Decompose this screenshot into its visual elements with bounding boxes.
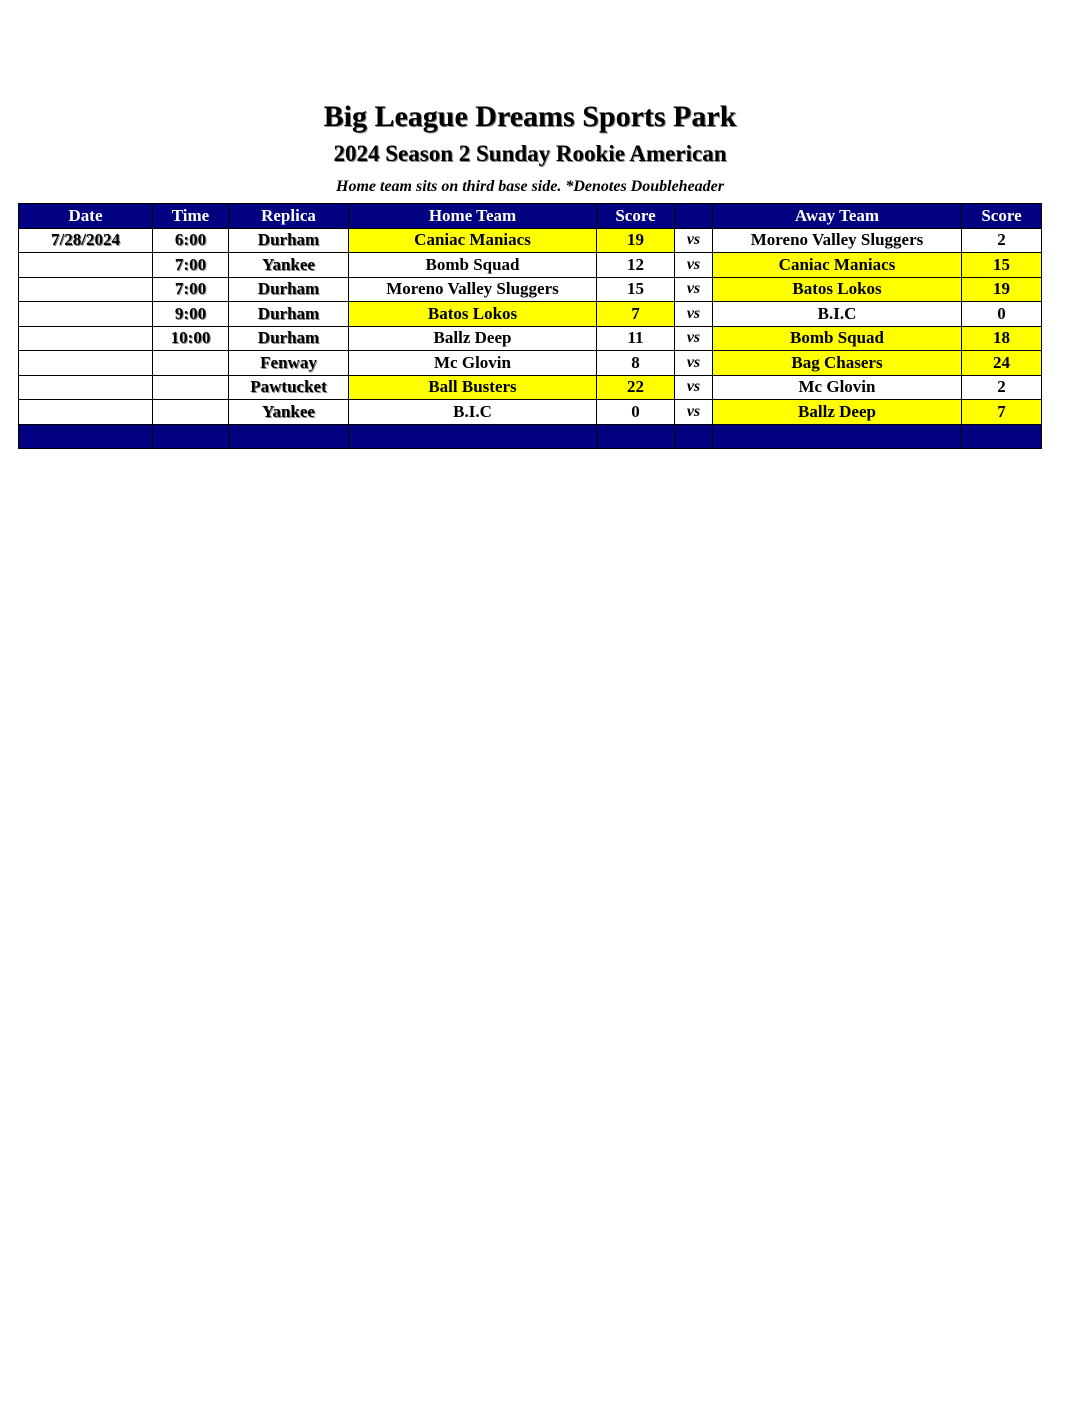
vs-cell: vs	[675, 400, 713, 425]
away-score-cell: 2	[962, 375, 1042, 400]
home-team-cell: B.I.C	[349, 400, 597, 425]
away-score-cell: 19	[962, 277, 1042, 302]
home-score-cell: 15	[597, 277, 675, 302]
column-header-replica: Replica	[229, 204, 349, 229]
table-header-row	[19, 204, 1042, 229]
table-row	[19, 326, 1042, 351]
date-cell	[19, 351, 153, 376]
away-score-cell: 24	[962, 351, 1042, 376]
away-team-cell: Moreno Valley Sluggers	[713, 228, 962, 253]
date-cell	[19, 400, 153, 425]
home-team-cell: Ball Busters	[349, 375, 597, 400]
date-cell	[19, 253, 153, 278]
replica-cell: Durham	[229, 326, 349, 351]
date-cell: 7/28/2024	[19, 228, 153, 253]
date-cell	[19, 375, 153, 400]
away-score-cell: 15	[962, 253, 1042, 278]
away-team-cell: Batos Lokos	[713, 277, 962, 302]
away-score-cell: 18	[962, 326, 1042, 351]
home-team-cell: Batos Lokos	[349, 302, 597, 327]
replica-cell: Yankee	[229, 253, 349, 278]
page-subtitle: 2024 Season 2 Sunday Rookie American	[333, 141, 727, 166]
column-header-date: Date	[19, 204, 153, 229]
away-team-cell: Ballz Deep	[713, 400, 962, 425]
page-title: Big League Dreams Sports Park	[323, 100, 737, 133]
table-row	[19, 277, 1042, 302]
replica-cell: Yankee	[229, 400, 349, 425]
home-score-cell: 22	[597, 375, 675, 400]
table-row	[19, 253, 1042, 278]
home-team-cell: Ballz Deep	[349, 326, 597, 351]
home-team-cell: Bomb Squad	[349, 253, 597, 278]
replica-cell: Durham	[229, 302, 349, 327]
home-score-cell: 7	[597, 302, 675, 327]
time-cell: 7:00	[153, 277, 229, 302]
column-header-vs	[675, 204, 713, 229]
home-score-cell: 0	[597, 400, 675, 425]
vs-cell: vs	[675, 253, 713, 278]
time-cell: 10:00	[153, 326, 229, 351]
table-row	[19, 228, 1042, 253]
footer-cell	[229, 424, 349, 448]
table-footer-row	[19, 424, 1042, 448]
footer-cell	[713, 424, 962, 448]
vs-cell: vs	[675, 302, 713, 327]
home-team-cell: Mc Glovin	[349, 351, 597, 376]
table-row	[19, 400, 1042, 425]
footer-cell	[153, 424, 229, 448]
replica-cell: Pawtucket	[229, 375, 349, 400]
vs-cell: vs	[675, 375, 713, 400]
vs-cell: vs	[675, 277, 713, 302]
replica-cell: Durham	[229, 277, 349, 302]
date-cell	[19, 326, 153, 351]
time-cell	[153, 351, 229, 376]
footer-cell	[349, 424, 597, 448]
time-cell: 6:00	[153, 228, 229, 253]
date-cell	[19, 277, 153, 302]
time-cell: 7:00	[153, 253, 229, 278]
away-score-cell: 7	[962, 400, 1042, 425]
away-score-cell: 2	[962, 228, 1042, 253]
schedule-body	[19, 228, 1042, 424]
table-row	[19, 302, 1042, 327]
column-header-home-team: Home Team	[349, 204, 597, 229]
away-team-cell: B.I.C	[713, 302, 962, 327]
vs-cell: vs	[675, 228, 713, 253]
table-row	[19, 351, 1042, 376]
vs-cell: vs	[675, 351, 713, 376]
time-cell	[153, 375, 229, 400]
date-cell	[19, 302, 153, 327]
home-score-cell: 19	[597, 228, 675, 253]
schedule-table	[18, 203, 1042, 449]
home-team-cell: Caniac Maniacs	[349, 228, 597, 253]
home-score-cell: 8	[597, 351, 675, 376]
column-header-home-score: Score	[597, 204, 675, 229]
schedule-note: Home team sits on third base side. *Denotes Doubleheader	[336, 178, 724, 195]
home-score-cell: 12	[597, 253, 675, 278]
table-row	[19, 375, 1042, 400]
footer-cell	[675, 424, 713, 448]
away-team-cell: Bomb Squad	[713, 326, 962, 351]
vs-cell: vs	[675, 326, 713, 351]
footer-cell	[962, 424, 1042, 448]
away-score-cell: 0	[962, 302, 1042, 327]
column-header-away-team: Away Team	[713, 204, 962, 229]
column-header-time: Time	[153, 204, 229, 229]
away-team-cell: Caniac Maniacs	[713, 253, 962, 278]
replica-cell: Durham	[229, 228, 349, 253]
footer-cell	[597, 424, 675, 448]
time-cell	[153, 400, 229, 425]
away-team-cell: Mc Glovin	[713, 375, 962, 400]
home-score-cell: 11	[597, 326, 675, 351]
home-team-cell: Moreno Valley Sluggers	[349, 277, 597, 302]
footer-cell	[19, 424, 153, 448]
time-cell: 9:00	[153, 302, 229, 327]
replica-cell: Fenway	[229, 351, 349, 376]
away-team-cell: Bag Chasers	[713, 351, 962, 376]
column-header-away-score: Score	[962, 204, 1042, 229]
